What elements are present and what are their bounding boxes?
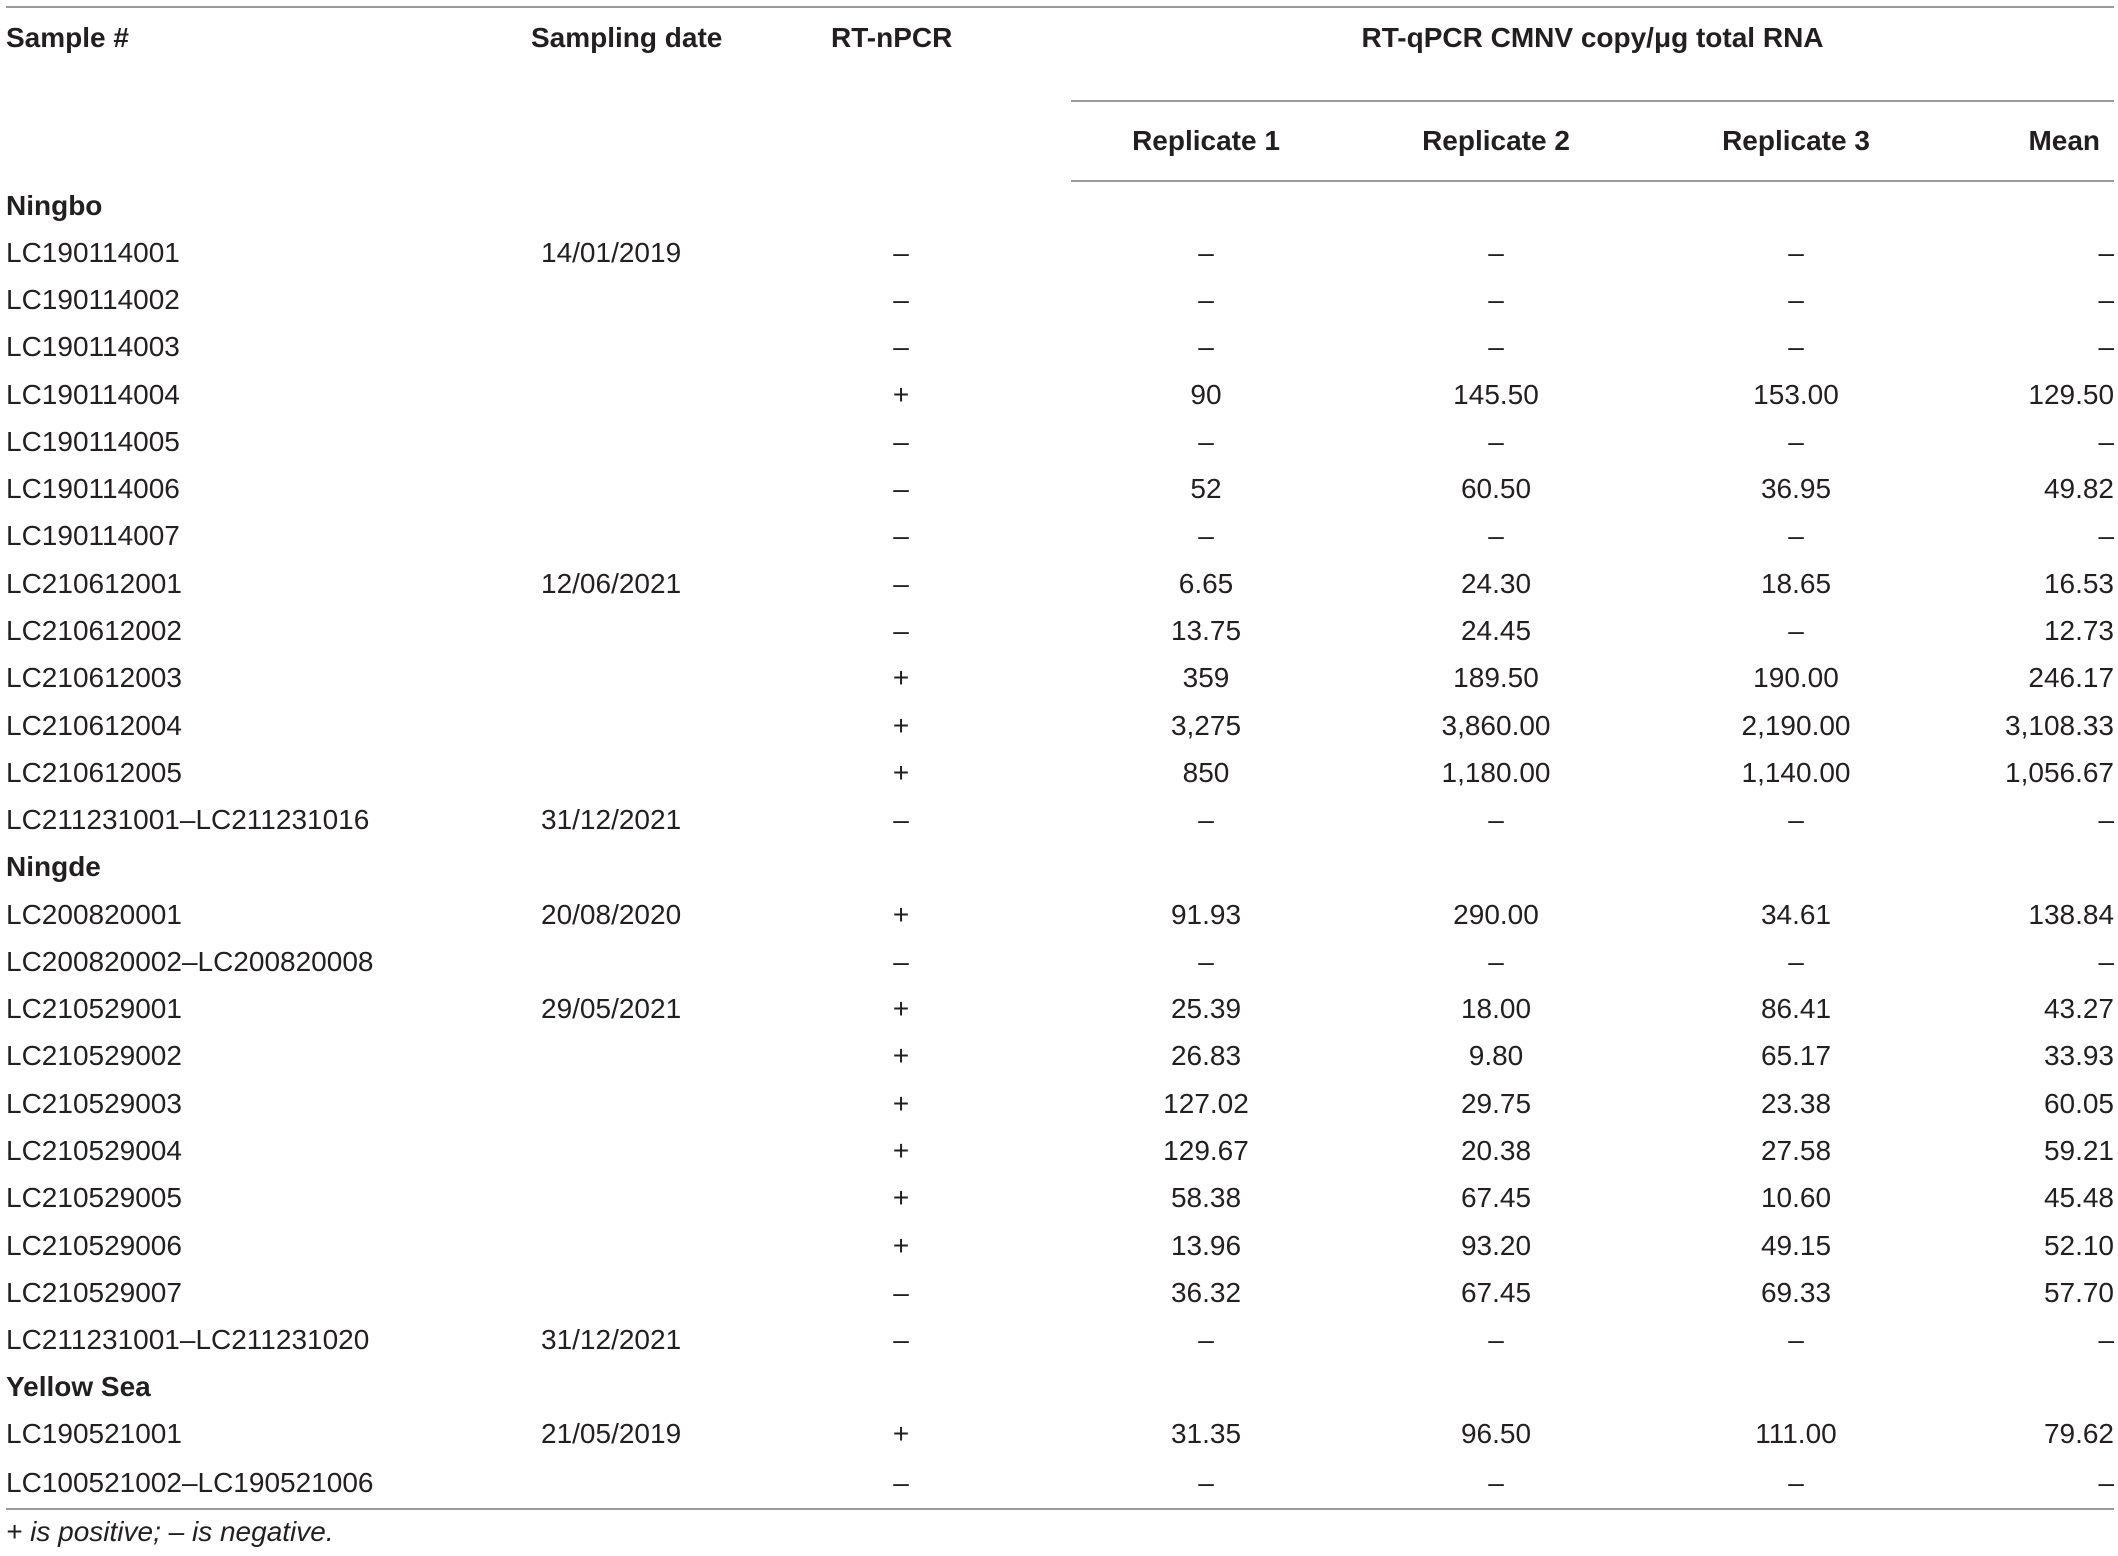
replicate-1-cell: 850 <box>1182 756 1230 788</box>
sampling-date-cell <box>521 371 731 418</box>
mean-cell: 138.84 <box>2028 898 2115 930</box>
table-row <box>6 607 2114 654</box>
replicate-2-cell: – <box>1488 425 1504 457</box>
replicate-1-cell: 25.39 <box>1170 993 1242 1025</box>
results-table <box>6 6 2114 1510</box>
rt-npcr-cell: + <box>892 756 910 788</box>
sample-cell: LC210529001 <box>6 993 182 1025</box>
sample-cell: LC210612002 <box>6 615 182 647</box>
sample-cell: LC100521002–LC190521006 <box>6 1458 521 1509</box>
table-row <box>6 229 2114 276</box>
replicate-3-cell: 23.38 <box>1760 1087 1832 1119</box>
replicate-2-cell: – <box>1488 945 1504 977</box>
header-sampling-date: Sampling date <box>521 7 731 181</box>
replicate-2-cell: 9.80 <box>1468 1040 1524 1072</box>
replicate-2-cell: 67.45 <box>1460 1276 1532 1308</box>
sample-cell: LC210612004 <box>6 709 182 741</box>
table-row <box>6 1317 2114 1364</box>
replicate-2-cell: – <box>1341 1458 1651 1509</box>
replicate-1-cell: 6.65 <box>1178 567 1234 599</box>
replicate-1-cell: 129.67 <box>1163 1134 1249 1166</box>
mean-cell: 49.82 <box>2043 473 2115 505</box>
sampling-date-cell <box>521 1033 731 1080</box>
table-row <box>6 1222 2114 1269</box>
replicate-1-cell: – <box>1198 804 1214 836</box>
group-label: Ningbo <box>6 189 103 221</box>
sampling-date-cell <box>521 1222 731 1269</box>
replicate-1-cell: – <box>1071 1458 1341 1509</box>
replicate-1-cell: 127.02 <box>1163 1087 1249 1119</box>
sample-cell: LC190114002 <box>6 283 180 315</box>
replicate-2-cell: 67.45 <box>1460 1182 1532 1214</box>
sample-cell: LC210612003 <box>6 662 182 694</box>
table-row <box>6 371 2114 418</box>
table-row <box>6 891 2114 938</box>
sampling-date-cell: 29/05/2021 <box>541 993 682 1025</box>
header-replicate-2: Replicate 2 <box>1341 101 1651 181</box>
sample-cell: LC210529006 <box>6 1229 182 1261</box>
mean-cell: – <box>2098 236 2115 268</box>
replicate-1-cell: 3,275 <box>1170 709 1242 741</box>
replicate-1-cell: – <box>1198 425 1214 457</box>
header-replicate-1: Replicate 1 <box>1071 101 1341 181</box>
sample-cell: LC190114006 <box>6 473 180 505</box>
rt-npcr-cell: + <box>892 1040 910 1072</box>
sample-cell: LC211231001–LC211231020 <box>6 1324 370 1356</box>
rt-npcr-cell: – <box>893 283 909 315</box>
replicate-3-cell: 86.41 <box>1760 993 1832 1025</box>
mean-cell: – <box>2098 331 2115 363</box>
replicate-1-cell: 36.32 <box>1170 1276 1242 1308</box>
replicate-1-cell: 13.75 <box>1170 615 1242 647</box>
sample-cell: LC210612005 <box>6 756 182 788</box>
sample-cell: LC210529003 <box>6 1087 182 1119</box>
rt-npcr-cell: – <box>731 1458 1071 1509</box>
table-row <box>6 655 2114 702</box>
rt-npcr-cell: + <box>892 1134 910 1166</box>
sampling-date-cell <box>521 513 731 560</box>
rt-npcr-cell: + <box>892 993 910 1025</box>
sample-cell: LC190521001 <box>6 1418 182 1450</box>
mean-cell: 3,108.33 <box>2005 709 2115 741</box>
rt-npcr-cell: + <box>892 378 910 410</box>
sampling-date-cell <box>521 702 731 749</box>
group-row <box>6 181 2114 229</box>
replicate-3-cell: – <box>1788 520 1804 552</box>
sample-cell: LC190114003 <box>6 331 180 363</box>
replicate-3-cell: 34.61 <box>1760 898 1832 930</box>
replicate-1-cell: 58.38 <box>1170 1182 1242 1214</box>
table-row <box>6 1411 2114 1458</box>
rt-npcr-cell: – <box>893 945 909 977</box>
mean-cell: 60.05 <box>2043 1087 2115 1119</box>
sampling-date-cell: 21/05/2019 <box>541 1418 682 1450</box>
replicate-3-cell: – <box>1788 804 1804 836</box>
mean-cell: – <box>2098 520 2115 552</box>
mean-cell: 43.27 <box>2043 993 2115 1025</box>
table-row <box>6 465 2114 512</box>
replicate-1-cell: – <box>1198 283 1214 315</box>
header-rt-npcr: RT-nPCR <box>731 7 1071 181</box>
replicate-2-cell: – <box>1488 520 1504 552</box>
sample-cell: LC210529005 <box>6 1182 182 1214</box>
replicate-1-cell: – <box>1198 945 1214 977</box>
table-row <box>6 749 2114 796</box>
rt-npcr-cell: – <box>893 615 909 647</box>
sampling-date-cell <box>521 465 731 512</box>
replicate-3-cell: 49.15 <box>1760 1229 1832 1261</box>
replicate-3-cell: 36.95 <box>1760 473 1832 505</box>
table-row <box>6 702 2114 749</box>
mean-cell: 59.21 <box>2043 1134 2115 1166</box>
replicate-3-cell: – <box>1788 331 1804 363</box>
rt-npcr-cell: – <box>893 473 909 505</box>
rt-npcr-cell: + <box>892 662 910 694</box>
replicate-2-cell: – <box>1488 283 1504 315</box>
sampling-date-cell <box>521 1458 731 1509</box>
sampling-date-cell <box>521 1080 731 1127</box>
mean-cell: 16.53 <box>2043 567 2115 599</box>
rt-npcr-cell: – <box>893 425 909 457</box>
mean-cell: – <box>2098 425 2115 457</box>
replicate-2-cell: – <box>1488 1324 1504 1356</box>
mean-cell: 52.10 <box>2043 1229 2115 1261</box>
replicate-3-cell: – <box>1788 615 1804 647</box>
sampling-date-cell <box>521 749 731 796</box>
replicate-3-cell: – <box>1788 1324 1804 1356</box>
sampling-date-cell <box>521 324 731 371</box>
replicate-1-cell: 13.96 <box>1170 1229 1242 1261</box>
replicate-3-cell: – <box>1651 1458 1941 1509</box>
mean-cell: 57.70 <box>2043 1276 2115 1308</box>
replicate-3-cell: 10.60 <box>1760 1182 1832 1214</box>
replicate-1-cell: 359 <box>1182 662 1230 694</box>
replicate-2-cell: 189.50 <box>1453 662 1539 694</box>
table-row <box>6 1269 2114 1316</box>
replicate-3-cell: 27.58 <box>1760 1134 1832 1166</box>
rt-npcr-cell: – <box>893 1324 909 1356</box>
mean-cell: 79.62 <box>2043 1418 2115 1450</box>
replicate-2-cell: 290.00 <box>1453 898 1539 930</box>
mean-cell: 33.93 <box>2043 1040 2115 1072</box>
table-row <box>6 797 2114 844</box>
header-replicate-3: Replicate 3 <box>1651 101 1941 181</box>
sample-cell: LC190114004 <box>6 378 180 410</box>
table-row <box>6 418 2114 465</box>
replicate-3-cell: 1,140.00 <box>1741 756 1851 788</box>
group-label: Yellow Sea <box>6 1371 151 1403</box>
sample-cell: LC210529002 <box>6 1040 182 1072</box>
sampling-date-cell: 31/12/2021 <box>541 804 682 836</box>
group-row <box>6 844 2114 891</box>
table-header <box>6 7 2114 181</box>
table-footnote: + is positive; – is negative. <box>6 1516 334 1547</box>
rt-npcr-cell: + <box>892 1418 910 1450</box>
replicate-2-cell: 3,860.00 <box>1441 709 1551 741</box>
sample-cell: LC190114001 <box>6 236 180 268</box>
sampling-date-cell <box>521 607 731 654</box>
replicate-3-cell: 65.17 <box>1760 1040 1832 1072</box>
sampling-date-cell <box>521 418 731 465</box>
replicate-1-cell: 90 <box>1190 378 1222 410</box>
replicate-2-cell: 1,180.00 <box>1441 756 1551 788</box>
replicate-1-cell: – <box>1198 331 1214 363</box>
sample-cell: LC190114005 <box>6 425 180 457</box>
rt-npcr-cell: + <box>892 898 910 930</box>
table-row <box>6 1127 2114 1174</box>
sample-cell: LC200820002–LC200820008 <box>6 945 374 977</box>
replicate-3-cell: – <box>1788 945 1804 977</box>
replicate-3-cell: – <box>1788 425 1804 457</box>
table-row <box>6 1033 2114 1080</box>
sampling-date-cell: 14/01/2019 <box>541 236 682 268</box>
replicate-2-cell: – <box>1488 236 1504 268</box>
mean-cell: 246.17 <box>2028 662 2115 694</box>
replicate-2-cell: 24.45 <box>1460 615 1532 647</box>
sample-cell: LC190114007 <box>6 520 180 552</box>
sampling-date-cell: 31/12/2021 <box>541 1324 682 1356</box>
replicate-1-cell: – <box>1198 1324 1214 1356</box>
sampling-date-cell: 12/06/2021 <box>541 567 682 599</box>
replicate-2-cell: 24.30 <box>1460 567 1532 599</box>
table-row <box>6 1080 2114 1127</box>
replicate-2-cell: 93.20 <box>1460 1229 1532 1261</box>
replicate-1-cell: 26.83 <box>1170 1040 1242 1072</box>
table-row <box>6 985 2114 1032</box>
sample-cell: LC211231001–LC211231016 <box>6 804 370 836</box>
mean-cell: 129.50 <box>2028 378 2115 410</box>
group-row <box>6 1364 2114 1411</box>
sampling-date-cell <box>521 276 731 323</box>
sampling-date-cell <box>521 1175 731 1222</box>
sampling-date-cell <box>521 938 731 985</box>
replicate-1-cell: 91.93 <box>1170 898 1242 930</box>
mean-cell: – <box>2098 945 2115 977</box>
replicate-2-cell: 29.75 <box>1460 1087 1532 1119</box>
sampling-date-cell: 20/08/2020 <box>541 898 682 930</box>
header-rt-qpcr-group: RT-qPCR CMNV copy/μg total RNA <box>1071 7 2114 101</box>
table-row <box>6 276 2114 323</box>
sampling-date-cell <box>521 655 731 702</box>
table-row <box>6 513 2114 560</box>
rt-npcr-cell: + <box>892 1087 910 1119</box>
table-row <box>6 324 2114 371</box>
table-row <box>6 560 2114 607</box>
rt-npcr-cell: – <box>893 1276 909 1308</box>
table-body <box>6 181 2114 1509</box>
table-row <box>6 1458 2114 1509</box>
sampling-date-cell <box>521 1269 731 1316</box>
mean-cell: 45.48 <box>2043 1182 2115 1214</box>
replicate-2-cell: 60.50 <box>1460 473 1532 505</box>
rt-npcr-cell: – <box>893 804 909 836</box>
replicate-3-cell: – <box>1788 236 1804 268</box>
replicate-3-cell: 190.00 <box>1753 662 1839 694</box>
replicate-3-cell: 2,190.00 <box>1741 709 1851 741</box>
group-label: Ningde <box>6 851 101 883</box>
replicate-1-cell: 52 <box>1190 473 1222 505</box>
replicate-2-cell: – <box>1488 804 1504 836</box>
replicate-2-cell: 145.50 <box>1453 378 1539 410</box>
replicate-3-cell: 111.00 <box>1755 1418 1837 1450</box>
rt-npcr-cell: + <box>892 709 910 741</box>
sample-cell: LC210529007 <box>6 1276 182 1308</box>
replicate-1-cell: – <box>1198 520 1214 552</box>
rt-npcr-cell: – <box>893 520 909 552</box>
mean-cell: 1,056.67 <box>2005 756 2115 788</box>
replicate-1-cell: – <box>1198 236 1214 268</box>
table-row <box>6 938 2114 985</box>
rt-npcr-cell: + <box>892 1229 910 1261</box>
replicate-2-cell: 18.00 <box>1460 993 1532 1025</box>
mean-cell: – <box>2098 283 2115 315</box>
replicate-3-cell: – <box>1788 283 1804 315</box>
rt-npcr-cell: – <box>893 567 909 599</box>
replicate-3-cell: 69.33 <box>1760 1276 1832 1308</box>
header-sample: Sample # <box>6 7 521 181</box>
rt-npcr-cell: – <box>893 236 909 268</box>
replicate-2-cell: 96.50 <box>1460 1418 1532 1450</box>
mean-cell: 12.73 <box>2043 615 2115 647</box>
sample-cell: LC210612001 <box>6 567 182 599</box>
sampling-date-cell <box>521 1127 731 1174</box>
header-mean: Mean <box>1941 101 2114 181</box>
replicate-3-cell: 153.00 <box>1753 378 1839 410</box>
mean-cell: – <box>2098 1324 2115 1356</box>
replicate-3-cell: 18.65 <box>1760 567 1832 599</box>
header-row-1 <box>6 7 2114 101</box>
rt-npcr-cell: + <box>892 1182 910 1214</box>
table-row <box>6 1175 2114 1222</box>
sample-cell: LC210529004 <box>6 1134 182 1166</box>
replicate-2-cell: – <box>1488 331 1504 363</box>
replicate-1-cell: 31.35 <box>1170 1418 1242 1450</box>
rt-npcr-cell: – <box>893 331 909 363</box>
replicate-2-cell: 20.38 <box>1460 1134 1532 1166</box>
mean-cell: – <box>1941 1458 2114 1509</box>
mean-cell: – <box>2098 804 2115 836</box>
sample-cell: LC200820001 <box>6 898 182 930</box>
